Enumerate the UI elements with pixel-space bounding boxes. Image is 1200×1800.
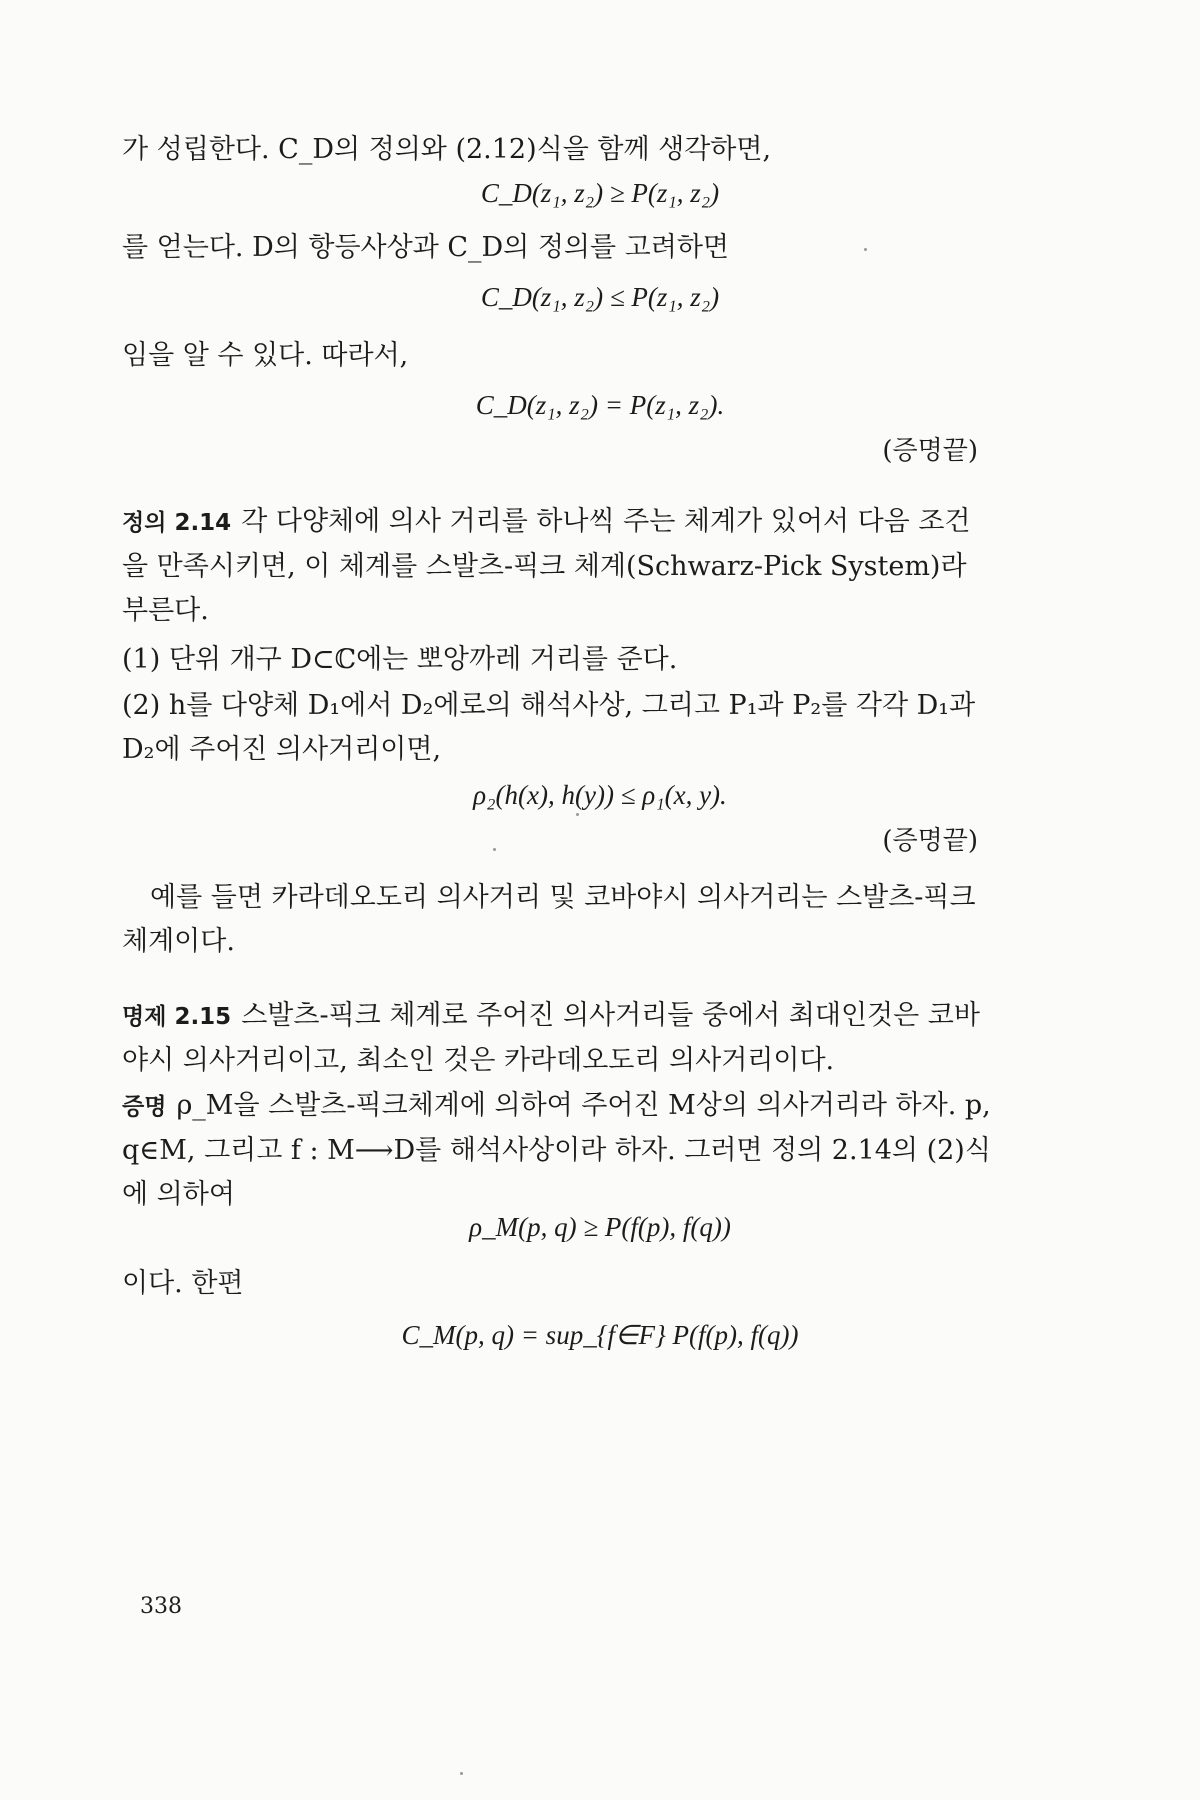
text-line: 이다. 한편 xyxy=(122,1268,244,1299)
page-number: 338 xyxy=(140,1594,182,1619)
proof-text: ρ_M을 스발츠-픽크체계에 의하여 주어진 M상의 의사거리라 하자. p, q∈M, 그리고 f : M⟶D를 해석사상이라 하자. 그러면 정의 2.14의 (2)식에 의하여 xyxy=(122,1090,991,1210)
scan-speck xyxy=(576,813,579,816)
proposition-label: 명제 2.15 xyxy=(122,1004,232,1030)
scan-speck xyxy=(460,1772,463,1775)
proposition-block xyxy=(122,994,992,1083)
definition-block xyxy=(122,500,992,633)
equation: ρ_M(p, q) ≥ P(f(p), f(q)) xyxy=(469,1212,731,1242)
equation: C_D(z₁, z₂) = P(z₁, z₂). xyxy=(475,390,725,420)
equation: C_M(p, q) = sup_{f∈F} P(f(p), f(q)) xyxy=(401,1320,799,1350)
definition-item-1: (1) 단위 개구 D⊂ℂ에는 뽀앙까레 거리를 준다. xyxy=(122,644,678,675)
equation: C_D(z₁, z₂) ≥ P(z₁, z₂) xyxy=(480,178,720,208)
qed-mark: (증명끝) xyxy=(882,436,978,466)
definition-text: 각 다양체에 의사 거리를 하나씩 주는 체계가 있어서 다음 조건을 만족시키면, 이 체계를 스발츠-픽크 체계(Schwarz-Pick System)라 부른다. xyxy=(122,506,971,626)
equation: ρ₂(h(x), h(y)) ≤ ρ₁(x, y). xyxy=(473,780,727,810)
qed-mark: (증명끝) xyxy=(882,826,978,856)
definition-label: 정의 2.14 xyxy=(122,510,232,536)
proof-block xyxy=(122,1084,992,1217)
proof-label: 증명 xyxy=(122,1094,167,1120)
equation: C_D(z₁, z₂) ≤ P(z₁, z₂) xyxy=(480,282,720,312)
example-paragraph: 예를 들면 카라데오도리 의사거리 및 코바야시 의사거리는 스발츠-픽크 체계이다. xyxy=(122,882,976,957)
text-line: 가 성립한다. C_D의 정의와 (2.12)식을 함께 생각하면, xyxy=(122,134,772,165)
scan-speck xyxy=(864,248,867,251)
text-line: 임을 알 수 있다. 따라서, xyxy=(122,340,409,371)
definition-item-2: (2) h를 다양체 D₁에서 D₂에로의 해석사상, 그리고 P₁과 P₂를 각각 D₁과 D₂에 주어진 의사거리이면, xyxy=(122,690,976,765)
proposition-text: 스발츠-픽크 체계로 주어진 의사거리들 중에서 최대인것은 코바야시 의사거리이고, 최소인 것은 카라데오도리 의사거리이다. xyxy=(122,1000,980,1076)
scan-speck xyxy=(493,848,496,851)
text-line: 를 얻는다. D의 항등사상과 C_D의 정의를 고려하면 xyxy=(122,232,730,263)
